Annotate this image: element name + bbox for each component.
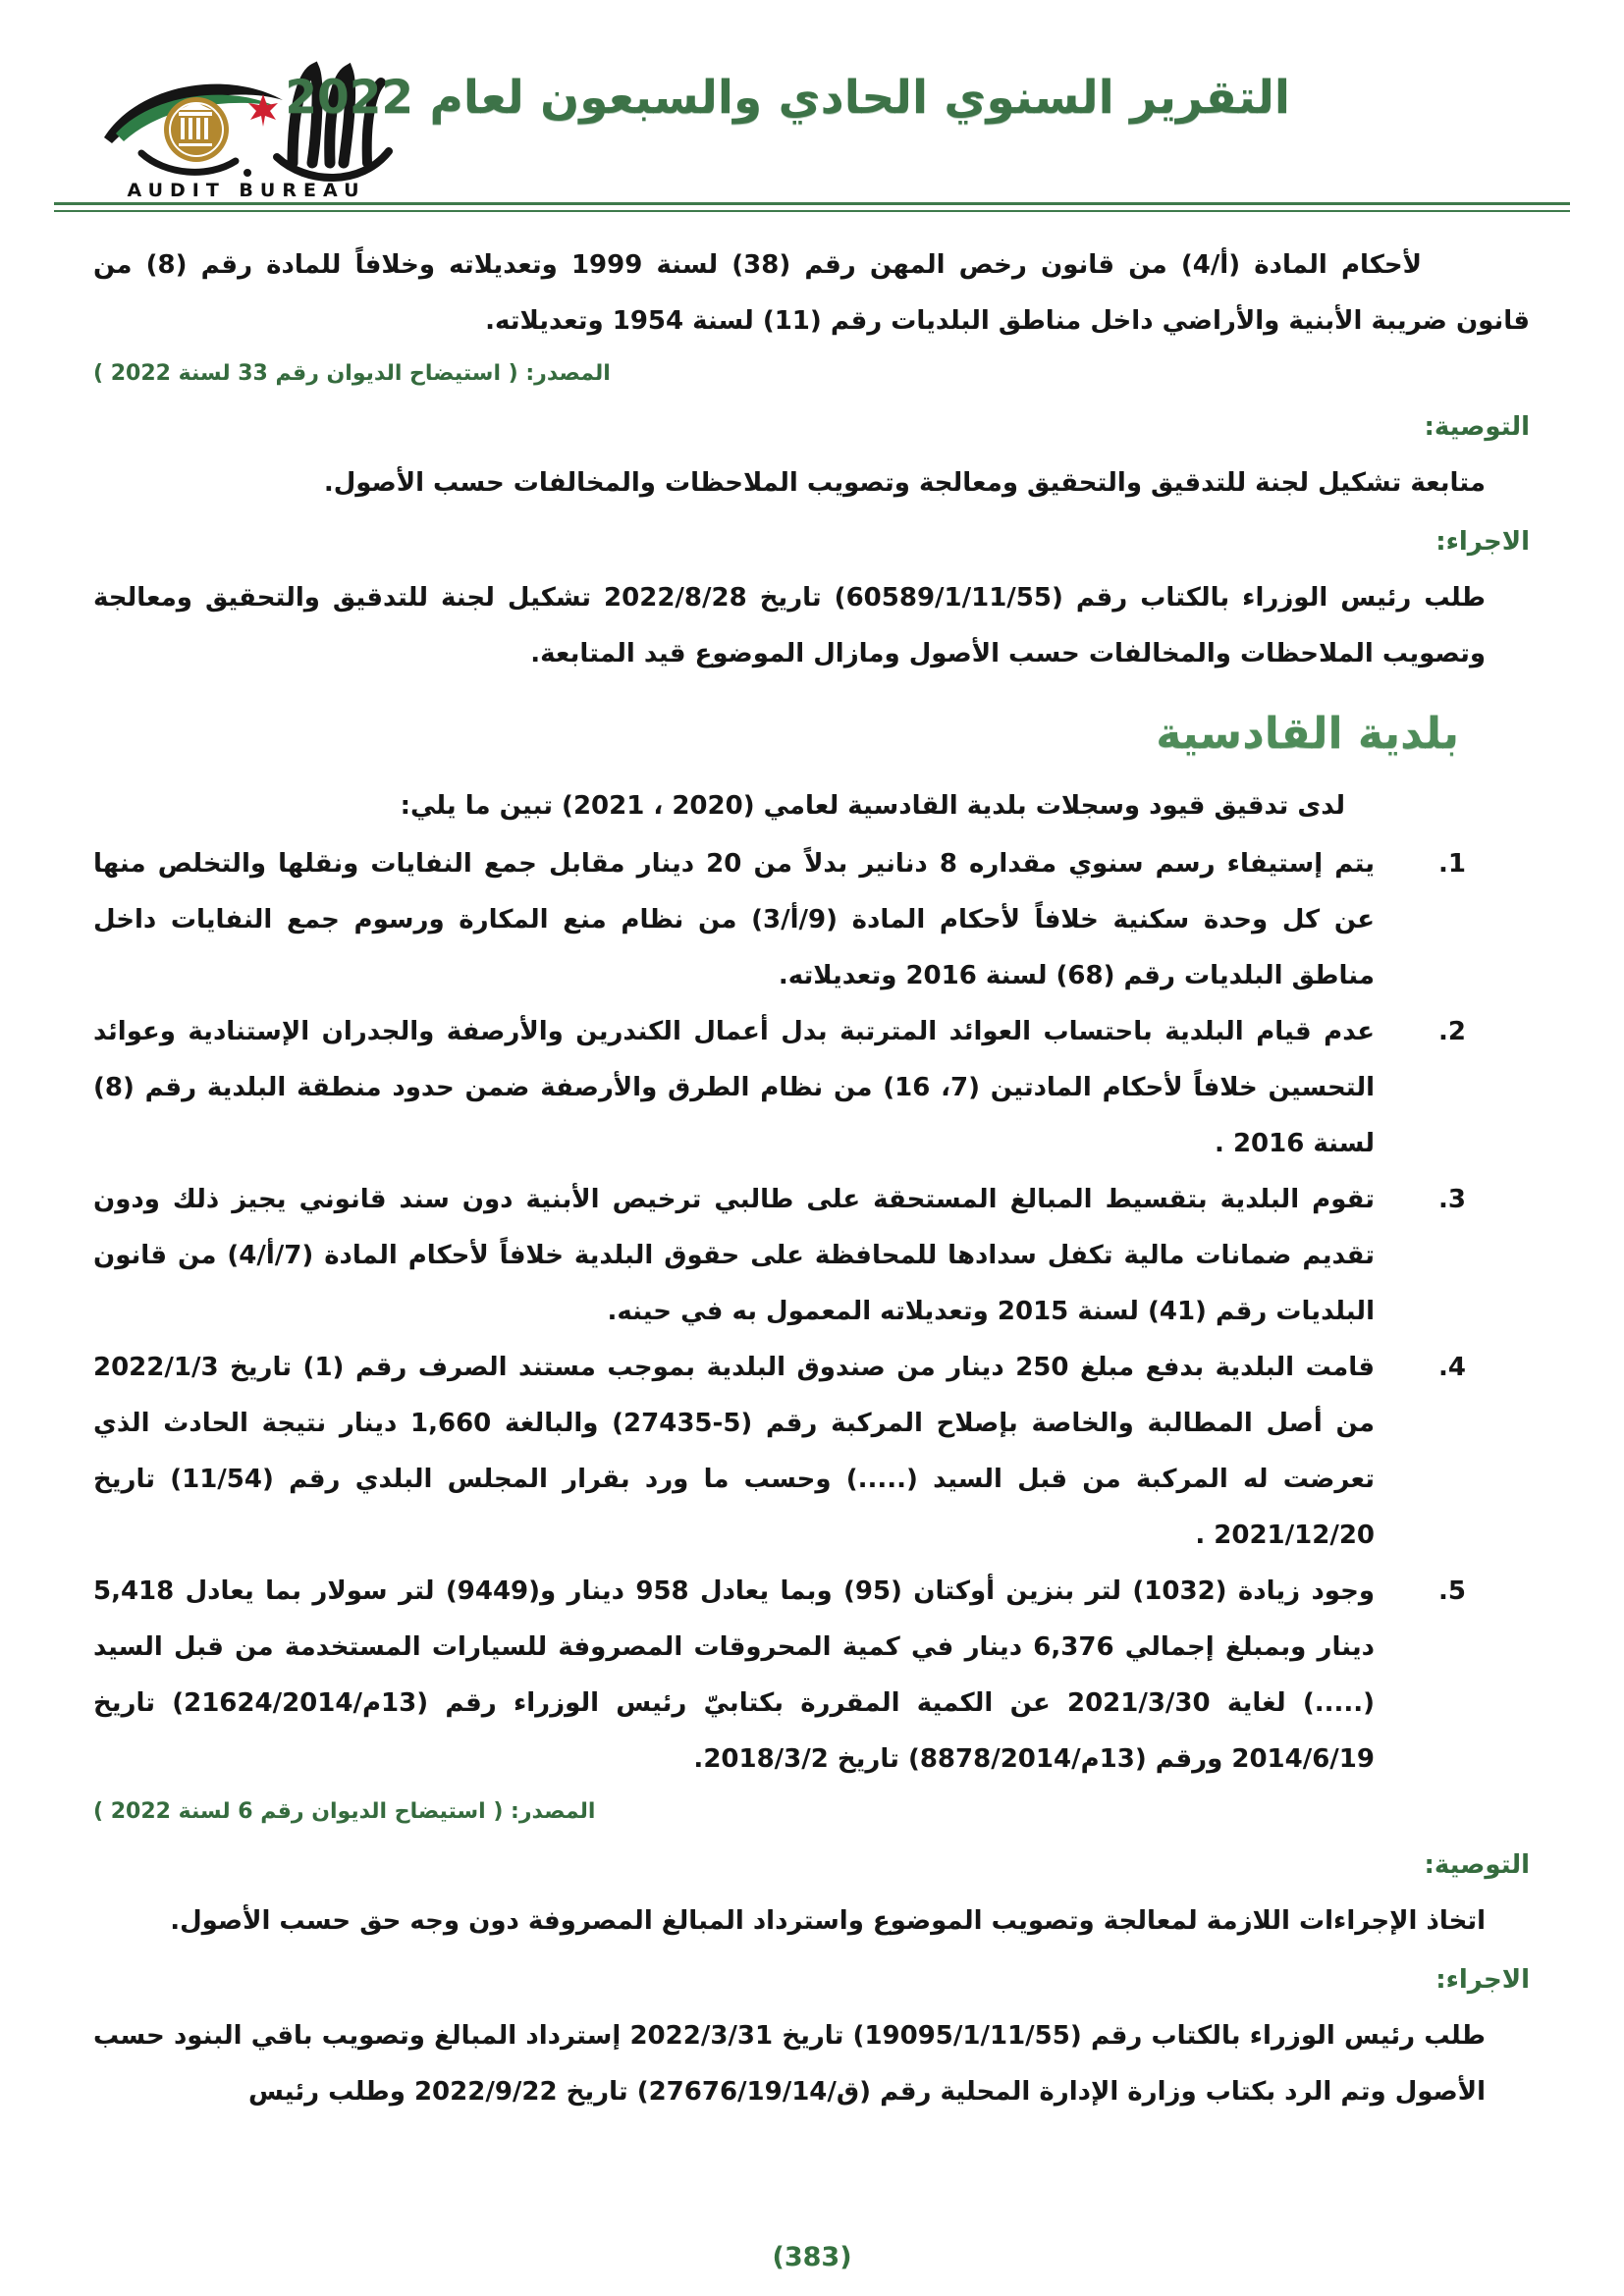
logo-latin-wordmark: AUDIT BUREAU xyxy=(127,180,366,201)
finding-number: 5. xyxy=(1438,1576,1466,1606)
report-title: التقرير السنوي الحادي والسبعون لعام 2022 xyxy=(285,71,1290,125)
finding-text: قامت البلدية بدفع مبلغ 250 دينار من صندوق البلدية بموجب مستند الصرف رقم (1) تاريخ 2022/1/3 من أصل المطالبة والخاصة بإصلاح المركبة رقم (5-27435) والبالغة 1,660 دينار نتيجة الحادث الذي تعرضت له المركبة من قبل السيد (.....) وحسب ما ورد بقرار المجلس البلدي رقم (11/54) تاريخ 2021/12/20 . xyxy=(93,1353,1376,1550)
action-label-1: الاجراء: xyxy=(1435,527,1530,557)
section-intro: لدى تدقيق قيود وسجلات بلدية القادسية لعامي (2020 ، 2021) تبين ما يلي: xyxy=(400,791,1345,821)
carryover-paragraph: لأحكام المادة (أ/4) من قانون رخص المهن رقم (38) لسنة 1999 وتعديلاته وخلافاً للمادة رقم (8) من قانون ضريبة الأبنية والأراضي داخل مناطق البلديات رقم (11) لسنة 1954 وتعديلاته. xyxy=(93,250,1530,336)
calligraphy-dot xyxy=(244,169,251,177)
action-label-2: الاجراء: xyxy=(1435,1965,1530,1995)
source-line-2: المصدر: ( استيضاح الديوان رقم 6 لسنة 2022 ) xyxy=(93,1799,596,1824)
page-number: (383) xyxy=(772,2242,852,2272)
finding-item xyxy=(93,836,1530,1004)
recommendation-text-1: متابعة تشكيل لجنة للتدقيق والتحقيق ومعالجة وتصويب الملاحظات والمخالفات حسب الأصول. xyxy=(323,468,1486,498)
finding-text: عدم قيام البلدية باحتساب العوائد المترتبة بدل أعمال الكندرين والأرصفة والجدران الإستنادية وعوائد التحسين خلافاً لأحكام المادتين (7، 16) من نظام الطرق والأرصفة ضمن حدود منطقة البلدية رقم (8) لسنة 2016 . xyxy=(93,1017,1375,1158)
finding-item xyxy=(93,1564,1530,1788)
page-header xyxy=(0,47,1624,204)
page-content xyxy=(93,238,1530,2128)
recommendation-label-1: التوصية: xyxy=(1424,412,1530,442)
finding-text: تقوم البلدية بتقسيط المبالغ المستحقة على طالبي ترخيص الأبنية دون سند قانوني يجيز ذلك ودون تقديم ضمانات مالية تكفل سدادها للمحافظة على حقوق البلدية خلافاً لأحكام المادة (7/أ/4) من قانون البلديات رقم (41) لسنة 2015 وتعديلاته المعمول به في حينه. xyxy=(93,1185,1375,1326)
section-heading-qadisiyah-municipality: بلدية القادسية xyxy=(1156,709,1459,759)
finding-text: وجود زيادة (1032) لتر بنزين أوكتان (95) وبما يعادل 958 دينار و(9449) لتر سولار بما يعادل 5,418 دينار وبمبلغ إجمالي 6,376 دينار في كمية المحروقات المصروفة للسيارات المستخدمة من قبل السيد (.....) لغاية 2021/3/30 عن الكمية المقررة بكتابيّ رئيس الوزراء رقم (13م/21624/2014) تاريخ 2014/6/19 ورقم (13م/8878/2014) تاريخ 2018/3/2. xyxy=(93,1576,1376,1774)
finding-number: 1. xyxy=(1438,849,1466,879)
action-text-1: طلب رئيس الوزراء بالكتاب رقم (60589/1/11/55) تاريخ 2022/8/28 تشكيل لجنة للتدقيق والتحقيق ومعالجة وتصويب الملاحظات والمخالفات حسب الأصول ومازال الموضوع قيد المتابعة. xyxy=(93,583,1487,668)
header-divider-rule xyxy=(54,202,1570,212)
action-text-2: طلب رئيس الوزراء بالكتاب رقم (19095/1/11/55) تاريخ 2022/3/31 إسترداد المبالغ وتصويب باقي البنود حسب الأصول وتم الرد بكتاب وزارة الإدارة المحلية رقم (ق/27676/19/14) تاريخ 2022/9/22 وطلب رئيس xyxy=(93,2021,1486,2107)
source-line-1: المصدر: ( استيضاح الديوان رقم 33 لسنة 2022 ) xyxy=(93,361,611,386)
finding-item xyxy=(93,1004,1530,1172)
finding-number: 2. xyxy=(1438,1017,1466,1046)
finding-number: 3. xyxy=(1438,1185,1466,1214)
finding-item xyxy=(93,1172,1530,1340)
recommendation-label-2: التوصية: xyxy=(1424,1850,1530,1880)
finding-item xyxy=(93,1340,1530,1564)
recommendation-text-2: اتخاذ الإجراءات اللازمة لمعالجة وتصويب الموضوع واسترداد المبالغ المصروفة دون وجه حق حسب الأصول. xyxy=(170,1906,1486,1936)
finding-text: يتم إستيفاء رسم سنوي مقداره 8 دنانير بدلاً من 20 دينار مقابل جمع النفايات ونقلها والتخلص منها عن كل وحدة سكنية خلافاً لأحكام المادة (9/أ/3) من نظام منع المكارة ورسوم جمع النفايات داخل مناطق البلديات رقم (68) لسنة 2016 وتعديلاته. xyxy=(93,849,1375,990)
finding-number: 4. xyxy=(1438,1353,1466,1382)
findings-list xyxy=(93,836,1530,1788)
